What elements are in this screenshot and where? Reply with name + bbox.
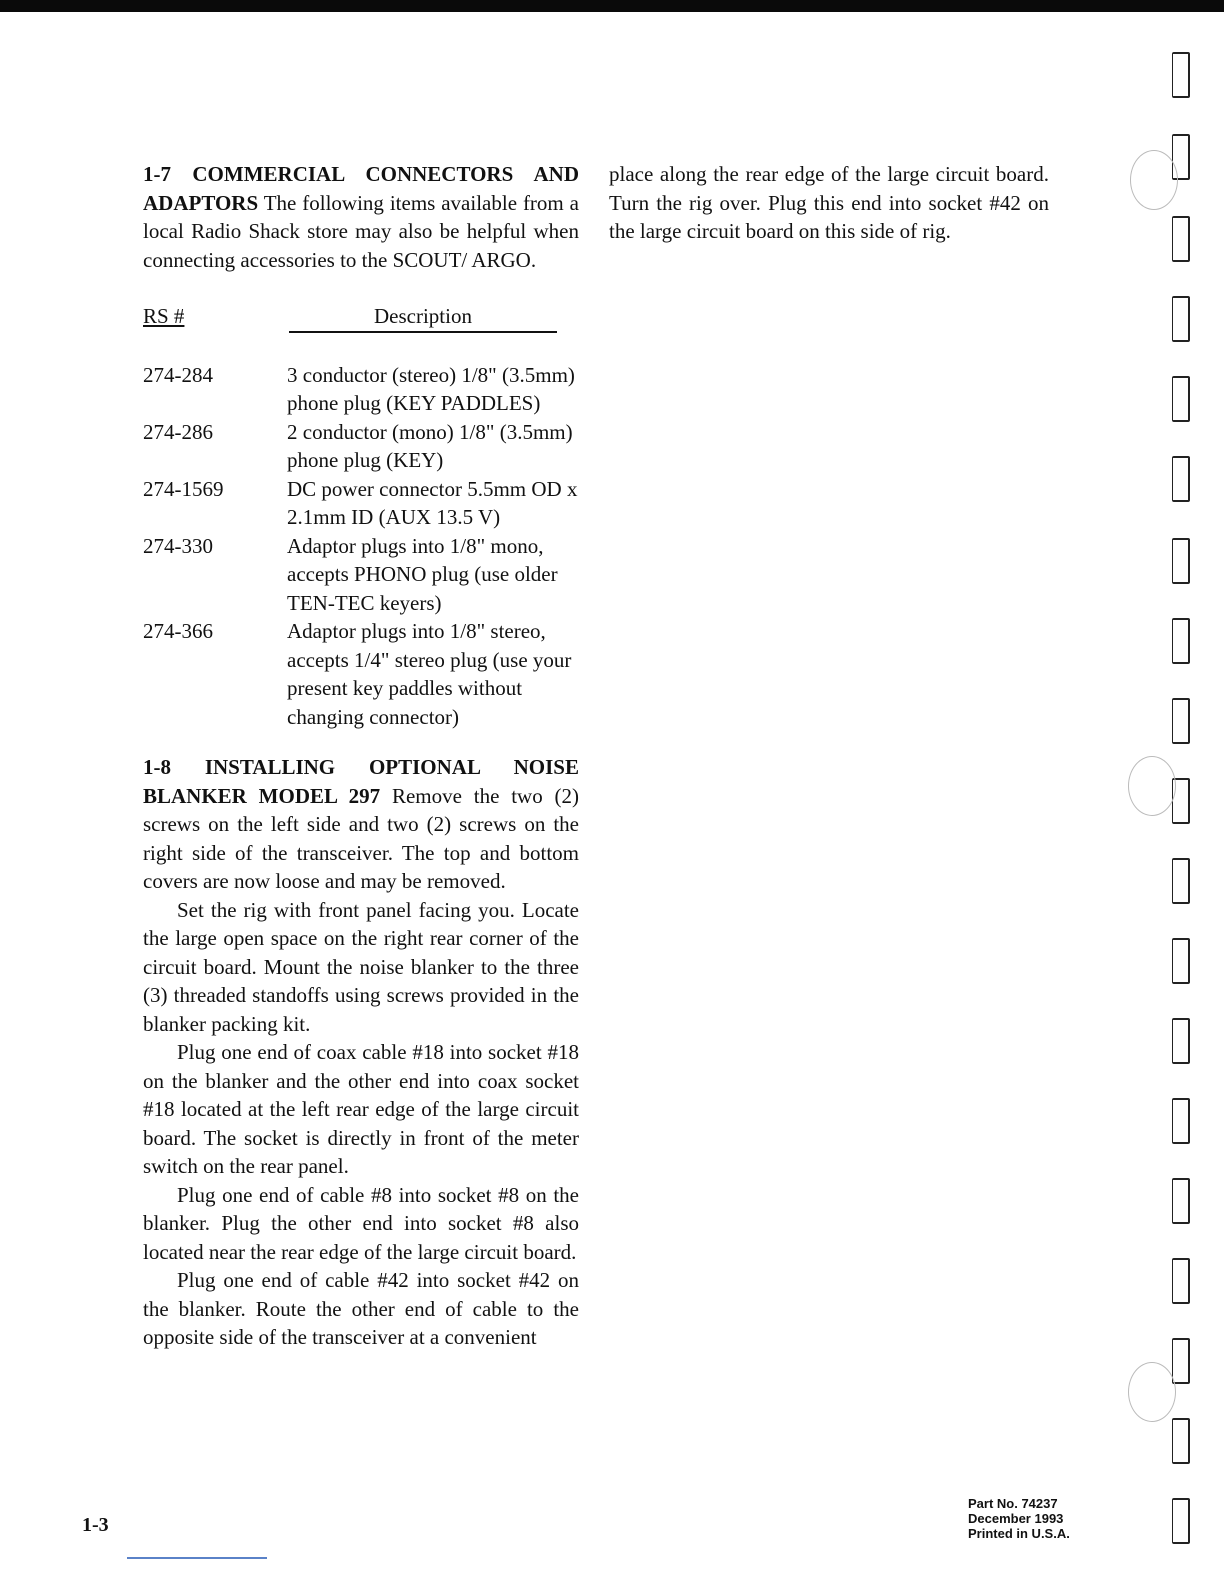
binder-hole: [1172, 618, 1190, 664]
section-1-8-para-5: Plug one end of cable #42 into socket #42 on the blanker. Route the other end of cable to the opposite side of the transceiver at a convenient: [143, 1268, 579, 1349]
part-description: 3 conductor (stereo) 1/8" (3.5mm) phone plug (KEY PADDLES): [287, 362, 575, 415]
description-column-header: Description: [289, 302, 557, 333]
section-1-8: [143, 753, 579, 896]
footer-rule: [127, 1557, 267, 1559]
page-number: 1-3: [82, 1514, 109, 1536]
right-column-text: place along the rear edge of the large circuit board. Turn the rig over. Plug this end into socket #42 on the large circuit board on this side of rig.: [609, 162, 1049, 243]
table-row: [143, 617, 579, 731]
binder-hole: [1172, 216, 1190, 262]
binder-hole: [1172, 698, 1190, 744]
right-column: [609, 160, 1049, 246]
binder-hole: [1172, 456, 1190, 502]
binder-hole: [1172, 1258, 1190, 1304]
print-date: December 1993: [968, 1511, 1064, 1526]
binder-holes: [1172, 52, 1196, 1552]
table-row: [143, 532, 579, 618]
part-description: Adaptor plugs into 1/8" stereo, accepts 1/4" stereo plug (use your present key paddles without changing connector): [287, 619, 572, 729]
binder-hole: [1172, 1018, 1190, 1064]
binder-hole: [1172, 538, 1190, 584]
table-row: [143, 418, 579, 475]
section-1-8-heading: 1-8 INSTALLING OPTIONAL NOISE BLANKER MODEL 297: [143, 755, 579, 808]
printed-in: Printed in U.S.A.: [968, 1526, 1070, 1541]
section-1-8-para-3: Plug one end of coax cable #18 into socket #18 on the blanker and the other end into coax socket #18 located at the left rear edge of the large circuit board. The socket is directly in front of the meter switch on the rear panel.: [143, 1040, 579, 1178]
connector-table-header: [143, 302, 579, 333]
section-1-8-para-4: Plug one end of cable #8 into socket #8 on the blanker. Plug the other end into socket #8 also located near the rear edge of the large circuit board.: [143, 1182, 579, 1264]
table-row: [143, 475, 579, 532]
connector-table: [143, 361, 579, 732]
binder-ring-shadow: [1130, 150, 1178, 210]
section-1-8-para-1: Remove the two (2) screws on the left side and two (2) screws on the right side of the transceiver. The top and bottom covers are now loose and may be removed.: [143, 783, 580, 893]
section-1-7-heading: 1-7 COMMERCIAL CONNECTORS AND ADAPTORS: [143, 162, 579, 215]
binder-hole: [1172, 938, 1190, 984]
rs-number: 274-330: [143, 533, 213, 558]
binder-hole: [1172, 1178, 1190, 1224]
section-1-8-para-2: Set the rig with front panel facing you. Locate the large open space on the right rear corner of the circuit board. Mount the noise blanker to the three (3) threaded standoffs using screws provided in the blanker packing kit.: [143, 897, 579, 1036]
part-info: [968, 1496, 1070, 1541]
binder-hole: [1172, 376, 1190, 422]
table-row: [143, 361, 579, 418]
binder-hole: [1172, 1098, 1190, 1144]
section-1-7-body: The following items available from a local Radio Shack store may also be helpful when connecting accessories to the SCOUT/ ARGO.: [143, 190, 579, 272]
rs-number: 274-284: [143, 362, 213, 387]
binder-ring-shadow: [1128, 1362, 1176, 1422]
rs-number: 274-366: [143, 619, 213, 643]
part-description: Adaptor plugs into 1/8" mono, accepts PHONO plug (use older TEN-TEC keyers): [287, 533, 558, 615]
binder-ring-shadow: [1128, 756, 1176, 816]
binder-hole: [1172, 858, 1190, 904]
left-column: [143, 160, 579, 1352]
binder-hole: [1172, 1498, 1190, 1544]
binder-hole: [1172, 52, 1190, 98]
rs-number: 274-1569: [143, 476, 224, 501]
binder-hole: [1172, 1338, 1190, 1384]
part-description: 2 conductor (mono) 1/8" (3.5mm) phone plug (KEY): [287, 419, 573, 472]
section-1-7: [143, 160, 579, 274]
top-scan-border: [0, 0, 1224, 12]
part-number: Part No. 74237: [968, 1496, 1058, 1511]
rs-column-header: RS #: [143, 304, 185, 328]
rs-number: 274-286: [143, 419, 213, 444]
part-description: DC power connector 5.5mm OD x 2.1mm ID (AUX 13.5 V): [287, 476, 578, 529]
binder-hole: [1172, 1418, 1190, 1464]
binder-hole: [1172, 296, 1190, 342]
